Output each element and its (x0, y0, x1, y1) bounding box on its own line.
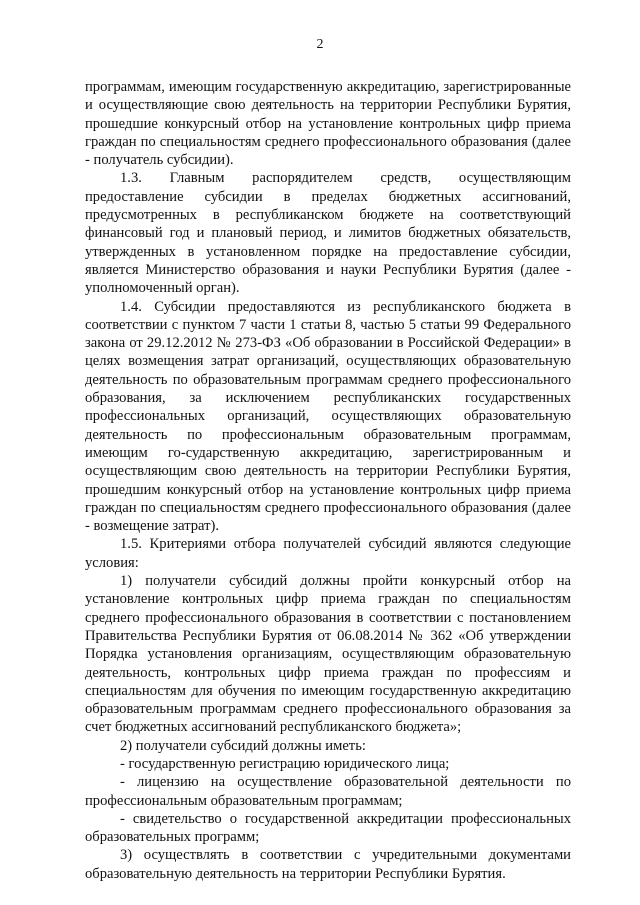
criterion-2-item-registration: - государственную регистрацию юридического лица; (120, 755, 450, 772)
criterion-2-item-license: - лицензию на осуществление образовательной деятельности по профессиональным образовательным программам; (85, 774, 571, 809)
criterion-2: 2) получатели субсидий должны иметь: (120, 737, 366, 754)
paragraph-1-3: 1.3. Главным распорядителем средств, осуществляющим предоставление субсидии в пределах бюджетных ассигнований, предусмотренных в республиканском бюджете на соответствующий финансовый год и плановый период, и лимитов бюджетных обязательств, утвержденных в установленном порядке на предоставление субсидии, является Министерство образования и науки Республики Бурятия (далее - уполномоченный орган). (85, 170, 571, 297)
criterion-3: 3) осуществлять в соответствии с учредительными документами образовательную деятельность на территории Республики Бурятия. (85, 847, 571, 882)
criterion-1: 1) получатели субсидий должны пройти конкурсный отбор на установление контрольных цифр приема граждан по специальностям среднего профессионального образования в соответствии с постановлением Правительства Республики Бурятия от 06.08.2014 № 362 «Об утверждении Порядка установления организациям, осуществляющим образовательную деятельность, контрольных цифр приема граждан по профессиям и специальностям для обучения по имеющим государственную аккредитацию образовательным программам среднего профессионального образования за счет бюджетных ассигнований республиканского бюджета»; (85, 573, 571, 736)
criterion-2-item-accreditation: - свидетельство о государственной аккредитации профессиональных образовательных программ; (85, 810, 571, 846)
paragraph-1-4: 1.4. Субсидии предоставляются из республиканского бюджета в соответствии с пунктом 7 части 1 статьи 8, частью 5 статьи 99 Федерального закона от 29.12.2012 № 273-ФЗ «Об образовании в Российской Федерации» в целях возмещения затрат организаций, осуществляющих образовательную деятельность по образовательным программам среднего профессионального образования, за исключением республиканских государственных профессиональных организаций, осуществляющих образовательную деятельность по профессиональным образовательным программам, имеющим го-сударственную аккредитацию, зарегистрированным и осуществляющим свою деятельность на территории Республики Бурятия, прошедшим конкурсный отбор на установление контрольных цифр приема граждан по специальностям среднего профессионального образования (далее - возмещение затрат). (85, 298, 571, 535)
document-body (85, 78, 571, 883)
paragraph-continuation: программам, имеющим государственную аккредитацию, зарегистрированные и осуществляющие свою деятельность на территории Республики Бурятия, прошедшие конкурсный отбор на установление контрольных цифр приема граждан по специальностям среднего профессионального образования (далее - получатель субсидии). (85, 79, 571, 169)
paragraph-1-5: 1.5. Критериями отбора получателей субсидий являются следующие условия: (85, 536, 571, 571)
page-number: 2 (316, 37, 324, 52)
